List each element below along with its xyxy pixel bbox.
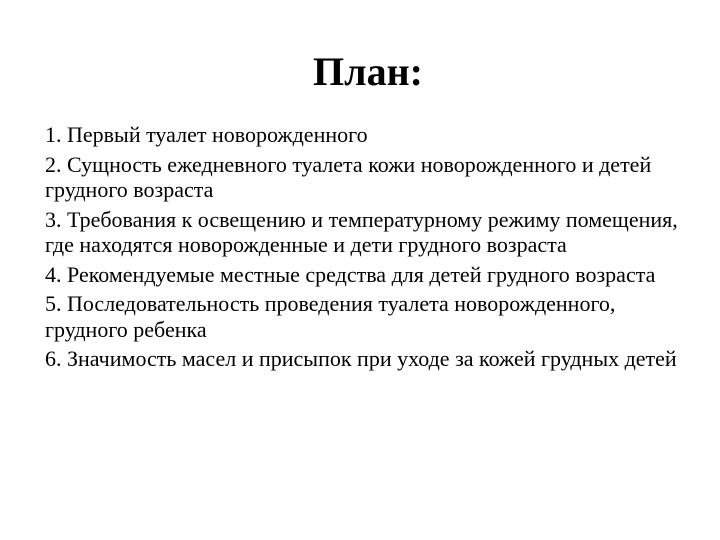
plan-item-6: 6. Значимость масел и присыпок при уходе за кожей грудных детей xyxy=(45,346,677,371)
plan-item-2: 2. Сущность ежедневного туалета кожи новорожденного и детей грудного возраста xyxy=(45,151,652,202)
plan-item-4: 4. Рекомендуемые местные средства для детей грудного возраста xyxy=(45,261,656,287)
plan-item-1: 1. Первый туалет новорожденного xyxy=(45,122,368,147)
plan-list xyxy=(45,122,695,376)
plan-item-5: 5. Последовательность проведения туалета новорожденного, грудного ребенка xyxy=(45,291,616,342)
plan-item-3: 3. Требования к освещению и температурному режиму помещения, где находятся новорожденные и дети грудного возраста xyxy=(45,206,678,257)
slide-title-text: План: xyxy=(313,49,423,94)
slide-title xyxy=(0,44,720,100)
